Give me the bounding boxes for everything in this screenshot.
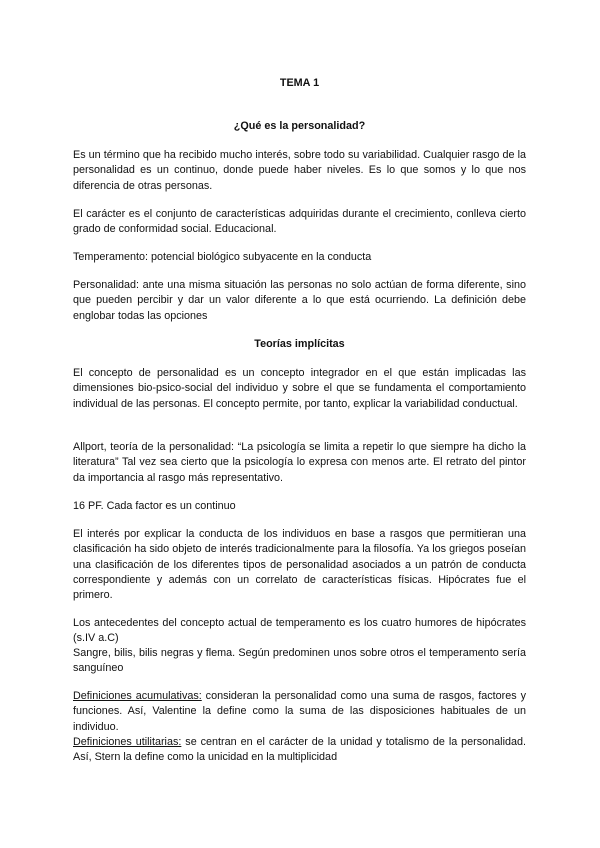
paragraph-humores: Sangre, bilis, bilis negras y flema. Según predominen unos sobre otros el temperamento sería sanguíneo [73,647,526,675]
paragraph-definiciones-acumulativas [73,689,526,735]
paragraph-definiciones-utilitarias [73,735,526,766]
paragraph-16pf: 16 PF. Cada factor es un continuo [73,500,236,512]
section-heading-teorias: Teorías implícitas [254,338,345,350]
paragraph-interes: El interés por explicar la conducta de los individuos en base a rasgos que permitieran una clasificación ha sido objeto de interés tradicionalmente para la filosofía. Ya los griegos poseían una clasificación de los diferentes tipos de personalidad asociados a un patrón de conducta correspondiente y además con un correlato de características físicas. Hipócrates fue el primero. [73,528,526,602]
paragraph-temperamento: Temperamento: potencial biológico subyacente en la conducta [73,251,372,263]
paragraph-allport: Allport, teoría de la personalidad: “La psicología se limita a repetir lo que siempre ha dicho la literatura” Tal vez sea cierto que la psicología lo expresa con menos arte. El retrato del pintor da importancia al rasgo más representativo. [73,441,526,484]
paragraph-definicion: Es un término que ha recibido mucho interés, sobre todo su variabilidad. Cualquier rasgo de la personalidad es un continuo, donde puede haber niveles. Es lo que somos y lo que nos diferencia de otras personas. [73,149,526,192]
document-title: TEMA 1 [279,77,320,89]
term-acumulativas: Definiciones acumulativas: [73,690,202,702]
text-utilitarias: se centran en el carácter de la unidad y totalismo de la personalidad. Así, Stern la define como la unicidad en la multiplicidad [73,736,526,764]
section-heading-personalidad: ¿Qué es la personalidad? [233,120,366,132]
paragraph-personalidad: Personalidad: ante una misma situación las personas no solo actúan de forma diferente, sino que pueden percibir y dar un valor diferente a lo que está ocurriendo. La definición debe englobar todas las opciones [73,279,526,322]
paragraph-antecedentes: Los antecedentes del concepto actual de temperamento es los cuatro humores de hipócrates (s.IV a.C) [73,617,526,645]
paragraph-caracter: El carácter es el conjunto de características adquiridas durante el crecimiento, conlleva cierto grado de conformidad social. Educacional. [73,208,526,236]
text-acumulativas: consideran la personalidad como una suma de rasgos, factores y funciones. Así, Valentine la define como la suma de las disposiciones habituales de un individuo. [73,690,526,733]
paragraph-concepto: El concepto de personalidad es un concepto integrador en el que están implicadas las dimensiones bio-psico-social del individuo y sobre el que se fundamenta el comportamiento individual de las personas. El concepto permite, por tanto, explicar la variabilidad conductual. [73,367,526,410]
term-utilitarias: Definiciones utilitarias: [73,736,182,748]
